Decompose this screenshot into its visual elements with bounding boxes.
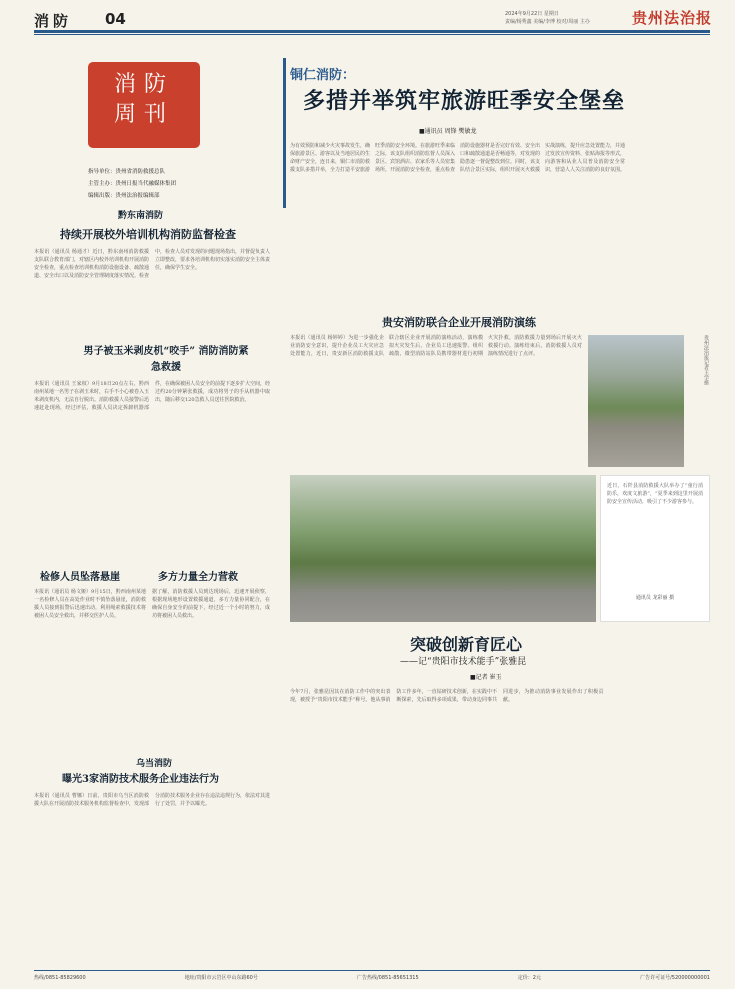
a5-body: 本报讯（通讯员 曹娜）日前，贵阳市乌当区消防救援大队在开展消防技术服务机构监督检查中，发现部分消防技术服务企业存在违法违规行为，依法对其进行了处罚，并予以曝光。 bbox=[34, 793, 270, 807]
a7-subtitle: ——记“贵阳市技术能手”张雅昆 bbox=[400, 657, 527, 667]
issue-date: 2024年9月22日 星期日 责编/杨秀鑫 美编/李博 校对/周丽 主办 bbox=[505, 11, 590, 25]
a2-body: 本报讯（通讯员 王家权）9月18日20点左右，黔西南州某地一名男子在剥玉米时，右手不小心被卷入玉米剥皮机内，无法自行脱出。消防救援人员接警后迅速赶赴现场，经过评估，救援人员决定拆卸机器部件，在确保被困人员安全的前提下逐步扩大空间，经过约20分钟紧张救援，成功将男子的手从机器中取出，随后移交120急救人员送往医院救治。 bbox=[34, 381, 270, 411]
drill-photo-credit: 贵州法治报记者王学摄 bbox=[703, 335, 709, 385]
a7-body: 今年7月，张雅昆因其在消防工作中的突出表现，被授予“贵阳市技术能手”称号。他从事消防工作多年，一直钻研技术创新，在实践中不断探索，先后取得多项成果，带动身边同事共同进步，为推动消防事业发展作出了积极贡献。 bbox=[290, 689, 604, 703]
lead-kicker: 铜仁消防： bbox=[290, 68, 356, 83]
a6-headline: 贵安消防联合企业开展消防演练 bbox=[382, 316, 536, 329]
lead-byline: ■通讯员 周锋 樊敏龙 bbox=[419, 128, 477, 135]
a1-body: 本报讯（通讯员 杨通才）近日，黔东南州消防救援支队联合教育部门，对辖区内校外培训机构开展消防安全检查，重点检查培训机构消防设施设备、疏散通道、安全出口以及消防安全管理制度落实情况。检查中，检查人员对发现的问题现场指出，并督促负责人立即整改，要求各培训机构切实落实消防安全主体责任，确保学生安全。 bbox=[34, 249, 270, 279]
a6-body: 本报讯（通讯员 杨婷婷）为进一步强化企业消防安全意识，提升企业员工火灾应急处置能力，近日，贵安新区消防救援支队联合辖区企业开展消防演练活动，演练模拟火灾发生后，企业员工迅速报警、组织疏散，微型消防站队员携带器材进行初期火灾扑救，消防救援力量到场后开展灭火救援行动。演练结束后，消防救援人员对演练情况进行了点评。 bbox=[290, 335, 582, 357]
photo-caption: 近日，石阡县消防救援大队举办了“童行消防乐，欢度文旅游”，“夏季来到这里开展消防安全宣传活动，吸引了不少游客参与。 bbox=[607, 483, 703, 505]
photo-credit: 通讯员 龙彩丽 摄 bbox=[635, 595, 675, 601]
page-number: 04 bbox=[105, 10, 126, 28]
lead-body: 为有效预防和减少火灾事故发生，确保旅游景区、游客以及当地居民的生命财产安全，连日来，铜仁市消防救援支队多措并举，全力打造平安旅游旺季消防安全环境。在旅游旺季来临之际，该支队组织消防监督人员深入景区、宾馆酒店、农家乐等人员密集场所，开展消防安全检查，重点检查消防设施器材是否完好有效、安全出口和疏散通道是否畅通等，对发现的隐患逐一督促整改到位。同时，该支队结合景区实际，组织开展灭火救援实战演练，提升应急处置能力，并通过发放宣传资料、张贴海报等形式，向游客和从业人员普及消防安全常识，营造人人关注消防的良好氛围。 bbox=[290, 143, 626, 173]
footer: 热线/0851-85829600 地址/贵阳市云岩区中山东路60号 广告热线/0851-85651315 定价：2元 广告许可证号/520000000001 bbox=[34, 970, 710, 981]
photo-caption-box bbox=[600, 475, 710, 622]
lead-accent bbox=[283, 58, 286, 208]
drill-photo bbox=[588, 335, 684, 467]
credits: 指导单位：贵州省消防救援总队 主管主办：贵州日报当代融媒体集团 编辑出版：贵州法治报编辑部 bbox=[88, 169, 177, 199]
a2-headline: 男子被玉米剥皮机“咬手” 消防消防紧急救援 bbox=[83, 346, 249, 373]
newspaper-logo: 贵州法治报 bbox=[632, 9, 713, 27]
a1-kicker: 黔东南消防 bbox=[118, 211, 164, 221]
a5-headline: 曝光3家消防技术服务企业违法行为 bbox=[62, 774, 219, 785]
a4-headline: 多方力量全力营救 bbox=[158, 572, 238, 583]
a3-headline: 检修人员坠落悬崖 bbox=[40, 572, 120, 583]
tourism-photo bbox=[290, 475, 596, 622]
column-masthead: 消防 周刊 bbox=[88, 62, 200, 148]
a3-body: 本报讯（通讯员 杨文姬）9月15日，黔西南州某地一名检修人员在高处作业时不慎坠落悬崖，消防救援人员接到报警后迅速出动，利用绳索救援技术将被困人员安全救出，并移交医护人员。 bbox=[34, 589, 146, 619]
header-rule bbox=[34, 30, 710, 33]
a7-byline: ■记者 崔玉 bbox=[470, 674, 502, 681]
section-name: 消防 bbox=[34, 12, 73, 30]
a1-headline: 持续开展校外培训机构消防监督检查 bbox=[60, 228, 236, 241]
header-rule-thin bbox=[34, 34, 710, 35]
a4-body: 据了解，消防救援人员到达现场后，迅速开展侦察，根据现场地形设置救援通道，多方力量协同配合，在确保自身安全的前提下，经过近一个小时的努力，成功将被困人员救出。 bbox=[152, 589, 270, 619]
a7-headline: 突破创新育匠心 bbox=[410, 635, 523, 654]
a5-kicker: 乌当消防 bbox=[136, 759, 173, 769]
lead-headline: 多措并举筑牢旅游旺季安全堡垒 bbox=[303, 88, 626, 114]
